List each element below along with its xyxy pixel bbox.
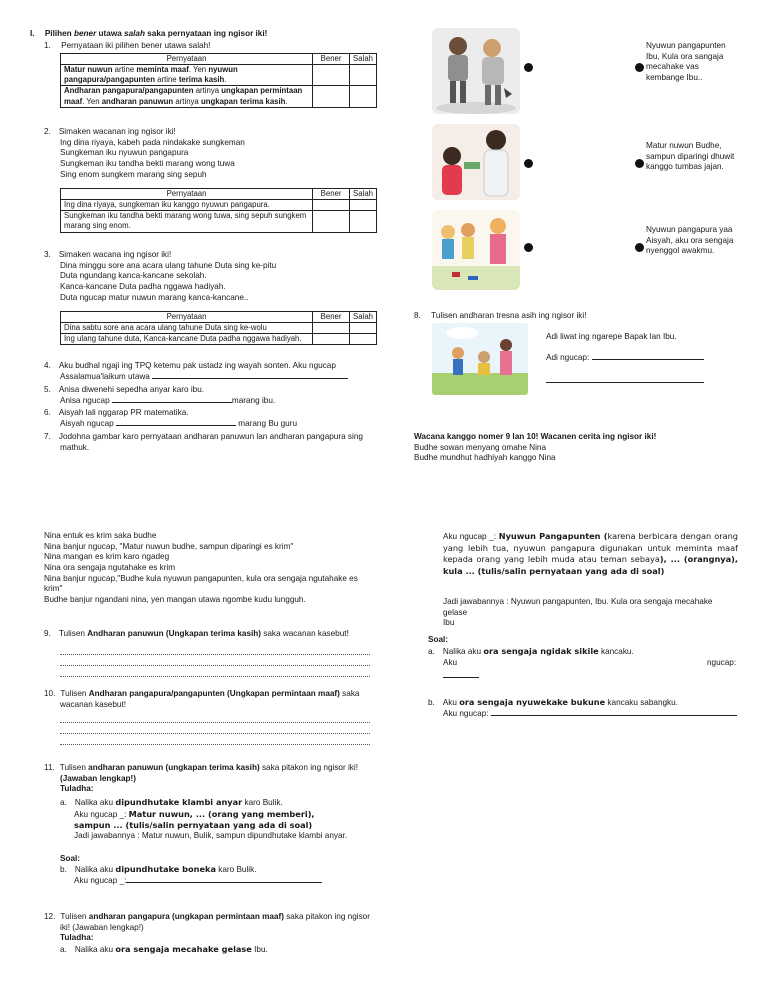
column-header: Pernyataan — [61, 54, 313, 65]
question-4 — [44, 361, 370, 382]
table-cell: Ing ulang tahune duta, Kanca-kancane Duta padha nggawa hadiyah. — [61, 334, 313, 345]
story-line: Nina mangan es krim karo ngadeg — [44, 552, 170, 562]
passage-line: Duta ngundang kanca-kancane sekolah. — [60, 271, 207, 281]
example-jadi: Jadi jawabannya : Nyuwun pangapunten, Ibu. Kula ora sengaja mecahake gelase Ibu — [443, 597, 713, 628]
table-cell: Sungkeman iku tandha bekti marang wong tuwa, sing sepuh sungkem marang sing enom. — [61, 211, 313, 232]
answer-cell[interactable] — [313, 323, 350, 334]
section-number: I. — [30, 29, 35, 38]
question-text: Assalamua'laikum utawa — [60, 371, 150, 381]
question-text: Jodohna gambar karo pernyataan andharan panuwun lan andharan pangapura sing — [58, 432, 363, 441]
question-9: 9. Tulisen Andharan panuwun (Ungkapan terima kasih) saka wacanan kasebut! — [44, 629, 370, 677]
illustration-broken-vase — [432, 28, 520, 114]
question-11: 11. Tulisen andharan panuwun (ungkapan terima kasih) saka pitakon ing ngisor iki! (Jawaban lengkap!) Tuladha: a. Nalika aku dipundhutake klambi anyar karo Bulik. Aku ngucap _: Matur nuwun, ... (orang yang memberi), sampun ... (tulis/salin pernyataan yang ada di soal) Jadi jawabannya : Matur nuwun, Bulik, sampun dipundhutake klambi anyar. Soal: b. Nalika aku dipundhutake boneka karo Bulik. Aku ngucap _: — [44, 763, 374, 887]
question-text: Anisa ngucap — [60, 395, 110, 405]
answer-cell[interactable] — [313, 334, 350, 345]
match-dot[interactable] — [635, 159, 644, 168]
match-dot[interactable] — [524, 159, 533, 168]
column-header: Salah — [350, 189, 377, 200]
question-number: 7. — [44, 432, 51, 441]
question-number: 4. — [44, 361, 51, 370]
answer-blank[interactable] — [112, 402, 232, 403]
question-text: Pernyataan iki pilihen bener utawa salah! — [61, 41, 211, 50]
answer-line[interactable] — [60, 666, 370, 677]
q8-line: Adi ngucap: — [546, 353, 590, 362]
wacana-line: Budhe sowan menyang omahe Nina — [414, 442, 546, 452]
story-line: krim" — [44, 584, 63, 594]
answer-cell[interactable] — [350, 65, 377, 86]
q1-table — [60, 53, 377, 108]
question-10: 10. Tulisen Andharan pangapura/pangapunten (Ungkapan permintaan maaf) saka wacanan kasebut! — [44, 689, 370, 745]
answer-blank[interactable] — [592, 359, 704, 360]
question-3 — [44, 250, 276, 303]
answer-blank[interactable] — [116, 425, 236, 426]
question-number: 1. — [44, 41, 51, 50]
q3-table — [60, 311, 377, 345]
table-cell: Dina sabtu sore ana acara ulang tahune Duta sing ke-wolu — [61, 323, 313, 334]
column-header: Pernyataan — [61, 312, 313, 323]
question-7 — [44, 432, 370, 453]
answer-cell[interactable] — [350, 86, 377, 107]
passage-line: Duta ngucap matur nuwun marang kanca-kancane.. — [60, 292, 249, 302]
heading-part: saka pernyataan ing ngisor iki! — [144, 29, 268, 38]
answer-cell[interactable] — [350, 200, 377, 211]
question-text: marang ibu. — [231, 395, 276, 405]
example-answer: Jadi jawabannya : Matur nuwun, Bulik, sampun dipundhutake klambi anyar. — [74, 830, 348, 840]
answer-blank[interactable] — [443, 677, 479, 678]
passage-line: Dina minggu sore ana acara ulang tahune Duta sing ke-pitu — [60, 260, 277, 270]
answer-cell[interactable] — [313, 200, 350, 211]
question-number: 3. — [44, 250, 51, 259]
question-text: Aku budhal ngaji ing TPQ ketemu pak ustadz ing wayah sonten. Aku ngucap — [58, 361, 336, 370]
passage-line: Sing enom sungkem marang sing sepuh — [60, 169, 207, 179]
question-12: 12. Tulisen andharan pangapura (ungkapan permintaan maaf) saka pitakon ing ngisor iki! (Jawaban lengkap!) Tuladha: a. Nalika aku ora sengaja mecahake gelase Ibu. — [44, 912, 374, 956]
question-number: 5. — [44, 385, 51, 394]
answer-cell[interactable] — [313, 65, 350, 86]
story-line: Nina ora sengaja ngutahake es krim — [44, 562, 176, 572]
column-header: Bener — [313, 189, 350, 200]
column-header: Pernyataan — [61, 189, 313, 200]
column-header: Salah — [350, 54, 377, 65]
question-number: 12. — [44, 912, 56, 921]
column-header: Bener — [313, 54, 350, 65]
example-answer-block: Aku ngucap _: Nyuwun Pangapunten (karena berbicara dengan orang yang lebih tua, nyuwun pangapura digunakan untuk meminta maaf kepada orang yang lebih muda atau teman sebaya), ... (orangnya), kula ... (tulis/salin pernyataan yang ada di soal) — [443, 531, 738, 576]
match-dot[interactable] — [524, 243, 533, 252]
question-6 — [44, 408, 297, 429]
match-dot[interactable] — [524, 63, 533, 72]
answer-blank[interactable] — [491, 715, 737, 716]
heading-part: bener — [73, 29, 97, 38]
question-number: 11. — [44, 763, 55, 772]
soal-b: b. Aku ora sengaja nyuwekake bukune kancaku sabangku. — [428, 697, 678, 707]
table-cell: Ing dina riyaya, sungkeman iku kanggo nyuwun pangapura. — [61, 200, 313, 211]
passage-line: Kanca-kancane Duta padha nggawa hadiyah. — [60, 281, 226, 291]
question-text: Aisyah lali nggarap PR matematika. — [58, 408, 189, 417]
column-header: Salah — [350, 312, 377, 323]
question-5 — [44, 385, 275, 406]
matching-statement: Matur nuwun Budhe, sampun diparingi dhuwit kanggo tumbas jajan. — [646, 141, 735, 172]
question-number: 2. — [44, 127, 51, 136]
answer-cell[interactable] — [350, 334, 377, 345]
question-2 — [44, 127, 245, 180]
passage-line: Sungkeman iku nyuwun pangapura — [60, 148, 189, 158]
question-text: (Jawaban lengkap!) — [60, 773, 136, 783]
soal-a-ngucap: ngucap: — [707, 658, 737, 667]
question-number: 6. — [44, 408, 51, 417]
answer-blank[interactable] — [546, 382, 704, 383]
soal-label: Soal: — [60, 853, 81, 863]
question-text: Anisa diwenehi sepedha anyar karo ibu. — [58, 385, 205, 394]
q8-line: Adi liwat ing ngarepe Bapak lan Ibu. — [546, 332, 677, 341]
soal-a-aku: Aku — [443, 658, 458, 667]
story-line: Nina banjur ngucap, "Matur nuwun budhe, sampun diparingi es krim" — [44, 541, 294, 551]
match-dot[interactable] — [635, 63, 644, 72]
question-text: iki! (Jawaban lengkap!) — [60, 922, 144, 932]
table-cell: Andharan pangapura/pangapunten artinya ungkapan permintaan maaf. Yen andharan panuwun artinya ungkapan terima kasih. — [61, 86, 313, 107]
column-header: Bener — [313, 312, 350, 323]
question-text: mathuk. — [60, 442, 90, 452]
question-1 — [44, 41, 210, 52]
answer-blank[interactable] — [126, 882, 322, 883]
soal-label: Soal: — [428, 635, 449, 644]
answer-cell[interactable] — [313, 211, 350, 232]
answer-line[interactable] — [60, 723, 370, 734]
illustration-passing-parents — [432, 323, 528, 395]
answer-cell[interactable] — [313, 86, 350, 107]
answer-line[interactable] — [60, 655, 370, 666]
passage-line: Ing dina riyaya, kabeh pada nindakake sungkeman — [60, 137, 245, 147]
answer-line[interactable] — [60, 734, 370, 745]
heading-part: salah — [124, 29, 145, 38]
wacana-block — [414, 432, 656, 464]
q2-table — [60, 188, 377, 233]
illustration-receiving-money — [432, 124, 520, 200]
heading-part: Pilihen — [44, 29, 74, 38]
example-label: Tuladha: — [60, 933, 94, 943]
question-text: Aisyah ngucap — [60, 418, 114, 428]
example-label: Tuladha: — [60, 784, 94, 794]
question-text: marang Bu guru — [238, 418, 297, 428]
answer-line[interactable] — [60, 712, 370, 723]
question-text: Simaken wacana ing ngisor iki! — [58, 250, 172, 259]
answer-blank[interactable] — [152, 378, 348, 379]
heading-part: utawa — [96, 29, 125, 38]
answer-cell[interactable] — [350, 211, 377, 232]
question-text: Simaken wacanan ing ngisor iki! — [58, 127, 176, 136]
story-line: Budhe banjur ngandani nina, yen mangan utawa ngombe kudu lungguh. — [44, 594, 306, 604]
soal-a: a. Nalika aku ora sengaja ngidak sikile kancaku. — [428, 646, 634, 656]
question-number: 9. — [44, 629, 51, 638]
illustration-bumping-friend — [432, 210, 520, 290]
matching-statement: Nyuwun pangapunten Ibu, Kula ora sangaja mecahake vas kembange Ibu.. — [646, 41, 726, 82]
soal-b-ans: Aku ngucap: — [443, 709, 489, 718]
example-answer: sampun ... (tulis/salin pernyataan yang ada di soal) — [74, 820, 313, 831]
wacana-title: Wacana kanggo nomer 9 lan 10! Wacanen cerita ing ngisor iki! — [414, 432, 657, 441]
answer-line[interactable] — [60, 644, 370, 655]
matching-statement: Nyuwun pangapura yaa Aisyah, aku ora sengaja nyenggol awakmu. — [646, 225, 734, 256]
question-text: wacanan kasebut! — [60, 699, 126, 709]
section-heading — [30, 29, 267, 40]
question-number: 8. — [414, 311, 421, 320]
wacana-line: Budhe mundhut hadhiyah kanggo Nina — [414, 453, 556, 463]
match-dot[interactable] — [635, 243, 644, 252]
story-line: Nina entuk es krim saka budhe — [44, 531, 157, 540]
question-number: 10. — [44, 689, 56, 698]
story-block — [44, 531, 370, 606]
answer-cell[interactable] — [350, 323, 377, 334]
story-line: Nina banjur ngucap,"Budhe kula nyuwun pangapunten, kula ora sengaja ngutahake es — [44, 573, 358, 583]
question-text: Tulisen andharan tresna asih ing ngisor iki! — [431, 311, 587, 320]
passage-line: Sungkeman iku tandha bekti marang wong tuwa — [60, 158, 235, 168]
table-cell: Matur nuwun artine meminta maaf. Yen nyuwun pangapura/pangapunten artine terima kasih. — [61, 65, 313, 86]
question-8 — [414, 311, 586, 322]
